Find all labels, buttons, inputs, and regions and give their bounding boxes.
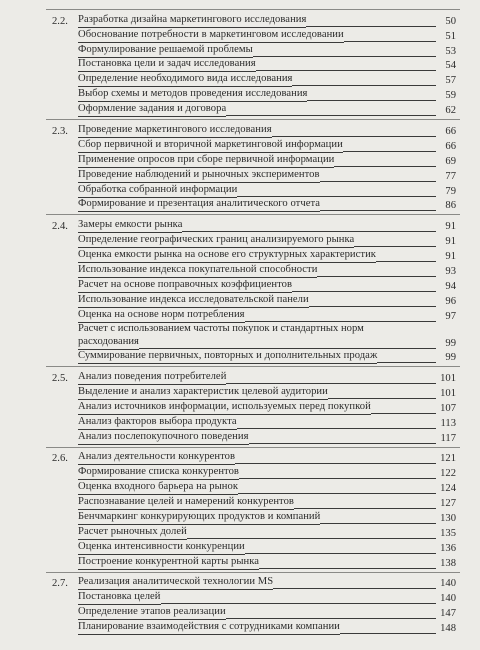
page-number: 140 <box>440 578 456 589</box>
page-number: 50 <box>445 16 456 27</box>
item-title: Проведение наблюдений и рыночных экспериментов <box>78 169 320 183</box>
page-number: 77 <box>445 171 456 182</box>
item-title: Постановка цели и задач исследования <box>78 58 256 72</box>
section-divider <box>46 447 460 448</box>
page-number: 97 <box>445 311 456 322</box>
item-title: Обработка собранной информации <box>78 184 237 198</box>
leader-line <box>328 398 436 399</box>
toc-item[interactable] <box>78 541 456 555</box>
item-title: Планирование взаимодействия с сотрудниками компании <box>78 621 340 635</box>
page-number: 140 <box>440 593 456 604</box>
toc-item[interactable] <box>78 58 456 72</box>
item-title: Расчет на основе поправочных коэффициентов <box>78 279 292 293</box>
toc-item[interactable] <box>78 294 456 308</box>
item-title: Бенчмаркинг конкурирующих продуктов и компаний <box>78 511 320 525</box>
leader-line <box>245 553 436 554</box>
toc-section-2-5[interactable] <box>52 371 456 385</box>
toc-item[interactable] <box>78 556 456 570</box>
item-title: Расчет рыночных долей <box>78 526 187 540</box>
toc-item[interactable] <box>78 416 456 430</box>
leader-line <box>340 633 436 634</box>
page-number: 127 <box>440 498 456 509</box>
leader-line <box>294 508 436 509</box>
page-number: 57 <box>445 75 456 86</box>
item-title: Построение конкурентной карты рынка <box>78 556 259 570</box>
toc-item[interactable] <box>78 431 456 445</box>
section-divider <box>46 572 460 573</box>
leader-line <box>309 306 436 307</box>
item-title: Суммирование первичных, повторных и дополнительных продаж <box>78 350 377 364</box>
toc-item[interactable] <box>78 198 456 212</box>
item-title: Анализ послепокупочного поведения <box>78 431 249 445</box>
section-number: 2.2. <box>52 16 68 27</box>
toc-item[interactable] <box>78 401 456 415</box>
leader-line <box>237 196 436 197</box>
toc-item[interactable] <box>78 481 456 495</box>
page-number: 117 <box>440 433 456 444</box>
item-title: Формулирование решаемой проблемы <box>78 44 253 58</box>
toc-item[interactable] <box>78 139 456 153</box>
leader-line <box>239 478 436 479</box>
leader-line <box>307 100 436 101</box>
section-number: 2.3. <box>52 126 68 137</box>
page-number: 66 <box>445 141 456 152</box>
page-number: 86 <box>445 200 456 211</box>
item-title: Распознавание целей и намерений конкурентов <box>78 496 294 510</box>
leader-line <box>249 443 436 444</box>
toc-section-2-6[interactable] <box>52 451 456 465</box>
leader-line <box>226 115 436 116</box>
section-title: Реализация аналитической технологии MS <box>78 576 273 590</box>
page-number: 96 <box>445 296 456 307</box>
item-title: Сбор первичной и вторичной маркетинговой информации <box>78 139 343 153</box>
leader-line <box>320 523 436 524</box>
page-number: 136 <box>440 543 456 554</box>
section-title: Разработка дизайна маркетингового исследования <box>78 14 306 28</box>
toc-item[interactable] <box>78 511 456 525</box>
toc-item[interactable] <box>78 323 456 350</box>
toc-item[interactable] <box>78 184 456 198</box>
page-number: 66 <box>445 126 456 137</box>
section-divider <box>46 214 460 215</box>
page-number: 91 <box>445 251 456 262</box>
toc-item[interactable] <box>78 29 456 43</box>
item-title: Определение географических границ анализируемого рынка <box>78 234 354 248</box>
toc-section-2-7[interactable] <box>52 576 456 590</box>
item-title: Выбор схемы и методов проведения исследования <box>78 88 307 102</box>
section-number: 2.6. <box>52 453 68 464</box>
leader-line <box>253 56 436 57</box>
page-number: 138 <box>440 558 456 569</box>
toc-item[interactable] <box>78 309 456 323</box>
section-number: 2.5. <box>52 373 68 384</box>
toc-item[interactable] <box>78 591 456 605</box>
page-number: 101 <box>440 373 456 384</box>
page-number: 101 <box>440 388 456 399</box>
leader-line <box>273 588 436 589</box>
page-number: 99 <box>445 352 456 363</box>
leader-line <box>343 151 436 152</box>
toc-item[interactable] <box>78 466 456 480</box>
leader-line <box>376 261 436 262</box>
toc-item[interactable] <box>78 496 456 510</box>
item-title: Выделение и анализ характеристик целевой аудитории <box>78 386 328 400</box>
leader-line <box>317 276 436 277</box>
section-divider <box>46 119 460 120</box>
section-title: Анализ деятельности конкурентов <box>78 451 235 465</box>
toc-item[interactable] <box>78 249 456 263</box>
item-title-continued: расходования <box>78 336 139 351</box>
item-title: Оценка емкости рынка на основе его структурных характеристик <box>78 249 376 263</box>
page-number: 51 <box>445 31 456 42</box>
leader-line <box>245 321 436 322</box>
leader-line <box>371 413 436 414</box>
toc-item[interactable] <box>78 44 456 58</box>
leader-line <box>237 428 436 429</box>
page-number: 54 <box>445 60 456 71</box>
page-number: 79 <box>445 186 456 197</box>
leader-line <box>139 348 436 349</box>
toc-item[interactable] <box>78 264 456 278</box>
page-number: 121 <box>440 453 456 464</box>
toc-item[interactable] <box>78 350 456 364</box>
leader-line <box>187 538 436 539</box>
page-number: 59 <box>445 90 456 101</box>
leader-line <box>292 291 436 292</box>
toc-item[interactable] <box>78 88 456 102</box>
toc-item[interactable] <box>78 154 456 168</box>
item-title: Применение опросов при сборе первичной информации <box>78 154 334 168</box>
item-title: Оценка на основе норм потребления <box>78 309 245 323</box>
leader-line <box>182 231 436 232</box>
leader-line <box>256 70 436 71</box>
toc-item[interactable] <box>78 103 456 117</box>
item-title: Формирование и презентация аналитического отчета <box>78 198 320 212</box>
page-number: 94 <box>445 281 456 292</box>
toc-item[interactable] <box>78 526 456 540</box>
page-number: 62 <box>445 105 456 116</box>
page-number: 135 <box>440 528 456 539</box>
toc-item[interactable] <box>78 386 456 400</box>
page-number: 122 <box>440 468 456 479</box>
page-number: 130 <box>440 513 456 524</box>
leader-line <box>354 246 436 247</box>
toc-item[interactable] <box>78 234 456 248</box>
leader-line <box>272 136 436 137</box>
leader-line <box>320 181 436 182</box>
leader-line <box>226 618 436 619</box>
page-number: 53 <box>445 46 456 57</box>
leader-line <box>306 26 436 27</box>
item-title: Анализ источников информации, используемых перед покупкой <box>78 401 371 415</box>
section-title: Проведение маркетингового исследования <box>78 124 272 138</box>
section-title: Анализ поведения потребителей <box>78 371 226 385</box>
section-title: Замеры емкости рынка <box>78 219 182 233</box>
toc-item[interactable] <box>78 279 456 293</box>
section-divider <box>46 9 460 10</box>
leader-line <box>259 568 436 569</box>
page-number: 93 <box>445 266 456 277</box>
toc-section-2-2[interactable] <box>52 14 456 28</box>
toc-item[interactable] <box>78 606 456 620</box>
leader-line <box>334 166 436 167</box>
toc-item[interactable] <box>78 73 456 87</box>
section-divider <box>46 366 460 367</box>
leader-line <box>238 493 436 494</box>
page-number: 113 <box>440 418 456 429</box>
leader-line <box>344 41 436 42</box>
section-number: 2.4. <box>52 221 68 232</box>
item-title: Обоснование потребности в маркетинговом исследовании <box>78 29 344 43</box>
page-number: 124 <box>440 483 456 494</box>
item-title: Использование индекса исследовательской панели <box>78 294 309 308</box>
leader-line <box>292 85 436 86</box>
leader-line <box>226 383 436 384</box>
section-number: 2.7. <box>52 578 68 589</box>
item-title: Анализ факторов выбора продукта <box>78 416 237 430</box>
leader-line <box>320 210 436 211</box>
page-number: 91 <box>445 221 456 232</box>
leader-line <box>161 603 436 604</box>
page-number: 69 <box>445 156 456 167</box>
item-title: Постановка целей <box>78 591 161 605</box>
toc-item[interactable] <box>78 169 456 183</box>
item-title: Формирование списка конкурентов <box>78 466 239 480</box>
page-number: 107 <box>440 403 456 414</box>
toc-item[interactable] <box>78 621 456 635</box>
leader-line <box>377 362 436 363</box>
item-title: Определение необходимого вида исследования <box>78 73 292 87</box>
page-number: 91 <box>445 236 456 247</box>
page-number: 99 <box>445 337 456 349</box>
item-title: Использование индекса покупательной способности <box>78 264 317 278</box>
leader-line <box>235 463 436 464</box>
item-title: Определение этапов реализации <box>78 606 226 620</box>
toc-section-2-3[interactable] <box>52 124 456 138</box>
item-title: Оценка интенсивности конкуренции <box>78 541 245 555</box>
toc-section-2-4[interactable] <box>52 219 456 233</box>
page-number: 148 <box>440 623 456 634</box>
item-title: Оценка входного барьера на рынок <box>78 481 238 495</box>
item-title: Оформление задания и договора <box>78 103 226 117</box>
item-title: Расчет с использованием частоты покупок и стандартных норм <box>78 323 364 334</box>
page-number: 147 <box>440 608 456 619</box>
